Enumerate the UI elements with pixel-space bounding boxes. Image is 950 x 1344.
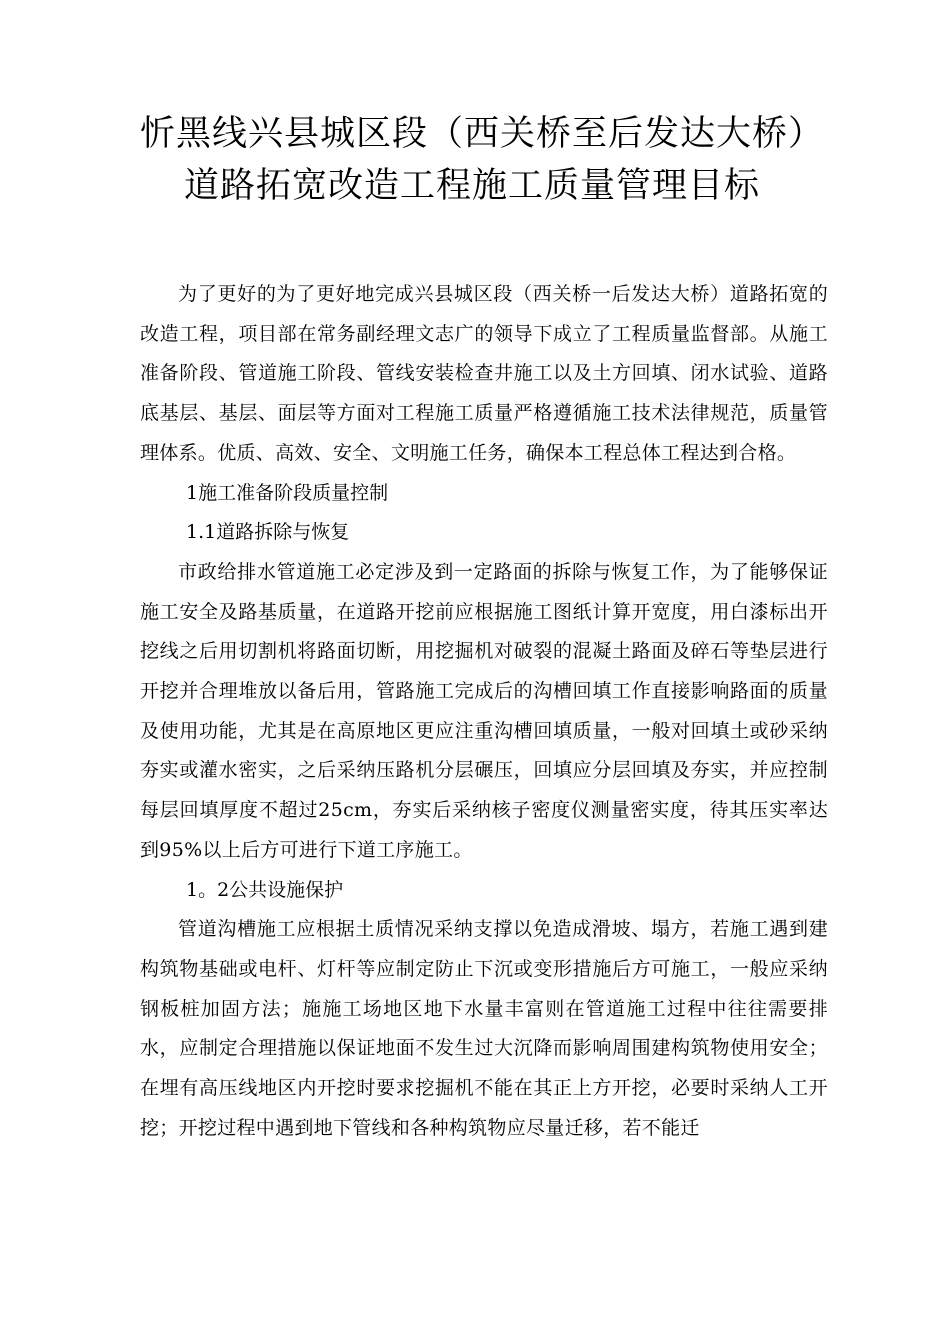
section-1-2-heading: 1。2公共设施保护 (186, 878, 344, 901)
section-1-2-paragraph: 管道沟槽施工应根据土质情况采纳支撑以免造成滑坡、塌方，若施工遇到建构筑物基础或电杆、灯杆等应制定防止下沉或变形措施后方可施工，一般应采纳钢板桩加固方法；施施工场地区地下水量丰富则在管道施工过程中往往需要排水，应制定合理措施以保证地面不发生过大沉降而影响周围建构筑物使用安全；在埋有高压线地区内开挖时要求挖掘机不能在其正上方开挖，必要时采纳人工开挖；开挖过程中遇到地下管线和各种构筑物应尽量迁移，若不能迁 (140, 918, 828, 1139)
section-1-1-paragraph: 市政给排水管道施工必定涉及到一定路面的拆除与恢复工作，为了能够保证施工安全及路基质量，在道路开挖前应根据施工图纸计算开宽度，用白漆标出开挖线之后用切割机将路面切断，用挖掘机对破裂的混凝土路面及碎石等垫层进行开挖并合理堆放以备后用，管路施工完成后的沟槽回填工作直接影响路面的质量及使用功能，尤其是在高原地区更应注重沟槽回填质量，一般对回填土或砂采纳夯实或灌水密实，之后采纳压路机分层碾压，回填应分层回填及夯实，并应控制每层回填厚度不超过25cm，夯实后采纳核子密度仪测量密实度，待其压实率达到95%以上后方可进行下道工序施工。 (140, 560, 828, 861)
title-line-1: 忻黑线兴县城区段（西关桥至后发达大桥） (140, 114, 825, 154)
document-title (140, 108, 828, 212)
document-body (140, 275, 828, 1148)
section-1-1-heading: 1.1道路拆除与恢复 (186, 521, 350, 544)
section-1-heading: 1施工准备阶段质量控制 (186, 481, 389, 504)
title-line-2: 道路拓宽改造工程施工质量管理目标 (184, 166, 761, 206)
intro-paragraph: 为了更好的为了更好地完成兴县城区段（西关桥一后发达大桥）道路拓宽的改造工程，项目部在常务副经理文志广的领导下成立了工程质量监督部。从施工准备阶段、管道施工阶段、管线安装检查井施工以及土方回填、闭水试验、道路底基层、基层、面层等方面对工程施工质量严格遵循施工技术法律规范，质量管理体系。优质、高效、安全、文明施工任务，确保本工程总体工程达到合格。 (140, 283, 828, 464)
